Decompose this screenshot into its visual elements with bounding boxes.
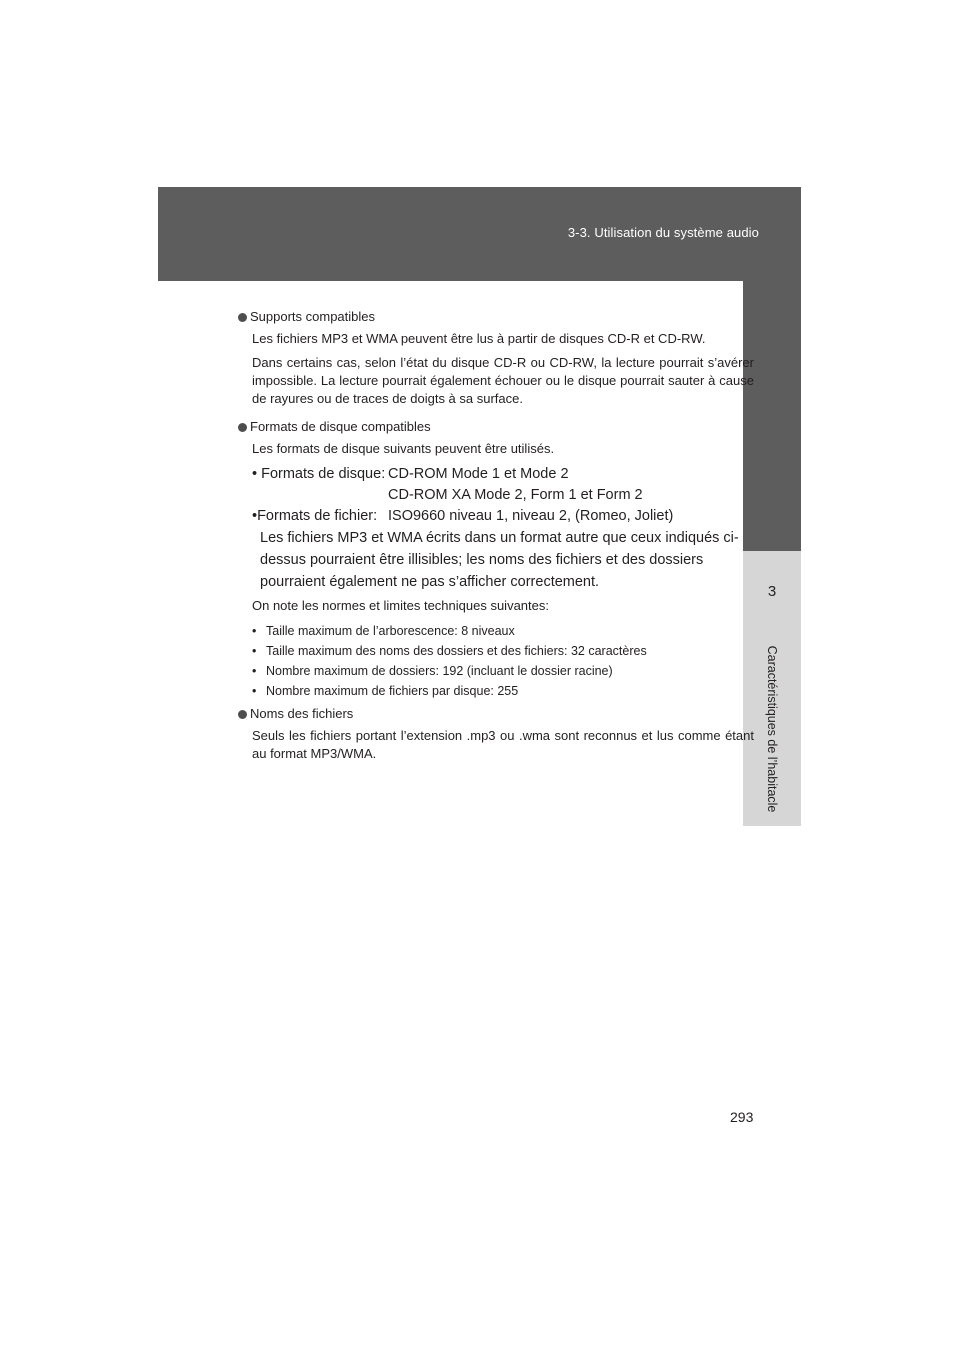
page-content bbox=[238, 308, 754, 769]
bullet-mark: • bbox=[252, 624, 257, 638]
bullet-mark: • bbox=[252, 644, 257, 658]
chapter-title: Caractéristiques de l’habitacle bbox=[765, 645, 779, 812]
format-note: Les fichiers MP3 et WMA écrits dans un format autre que ceux indiqués ci-dessus pourraient être illisibles; les noms des fichiers et des dossiers pourraient également ne pas s’afficher correctement. bbox=[260, 530, 739, 590]
page-number: 293 bbox=[730, 1109, 754, 1125]
heading-text: Formats de disque compatibles bbox=[250, 419, 431, 434]
spec-value-line: ISO9660 niveau 1, niveau 2, (Romeo, Joliet) bbox=[388, 508, 674, 524]
paragraph: Dans certains cas, selon l’état du disque CD-R ou CD-RW, la lecture pourrait s’avérer impossible. La lecture pourrait également échouer ou le disque pourrait sauter à cause de rayures ou de traces de doigts à sa surface. bbox=[252, 355, 754, 406]
heading-text: Noms des fichiers bbox=[250, 706, 354, 721]
list-item-text: Taille maximum des noms des dossiers et des fichiers: 32 caractères bbox=[266, 644, 647, 658]
paragraph: Seuls les fichiers portant l’extension .mp3 ou .wma sont reconnus et lus comme étant au format MP3/WMA. bbox=[252, 728, 754, 761]
spec-row-file bbox=[252, 506, 754, 527]
bullet-circle-icon bbox=[238, 423, 247, 432]
list-item-text: Taille maximum de l’arborescence: 8 niveaux bbox=[266, 624, 515, 638]
paragraph: Les formats de disque suivants peuvent être utilisés. bbox=[252, 441, 555, 456]
list-item bbox=[252, 681, 754, 701]
list-item bbox=[252, 641, 754, 661]
spec-value-line: CD-ROM XA Mode 2, Form 1 et Form 2 bbox=[388, 487, 643, 503]
spec-value bbox=[388, 464, 643, 506]
bullet-mark: • bbox=[252, 684, 257, 698]
paragraph: Les fichiers MP3 et WMA peuvent être lus à partir de disques CD-R et CD-RW. bbox=[252, 331, 706, 346]
heading-text: Supports compatibles bbox=[250, 309, 376, 324]
chapter-number: 3 bbox=[767, 582, 777, 600]
bullet-circle-icon bbox=[238, 313, 247, 322]
bullet-mark: • bbox=[252, 664, 257, 678]
limits-list bbox=[252, 621, 754, 701]
section-heading bbox=[238, 308, 754, 326]
section-heading bbox=[238, 418, 754, 436]
spec-row-disc bbox=[252, 464, 754, 506]
bullet-circle-icon bbox=[238, 710, 247, 719]
section-heading bbox=[238, 705, 754, 723]
section-title: 3-3. Utilisation du système audio bbox=[567, 225, 759, 240]
paragraph: On note les normes et limites techniques suivantes: bbox=[252, 598, 549, 613]
header-band bbox=[158, 187, 801, 281]
list-item bbox=[252, 661, 754, 681]
spec-value-line: CD-ROM Mode 1 et Mode 2 bbox=[388, 466, 569, 482]
list-item-text: Nombre maximum de dossiers: 192 (incluant le dossier racine) bbox=[266, 664, 613, 678]
spec-value bbox=[388, 506, 673, 527]
spec-label: • Formats de disque: bbox=[252, 466, 386, 482]
list-item-text: Nombre maximum de fichiers par disque: 255 bbox=[266, 684, 519, 698]
list-item bbox=[252, 621, 754, 641]
spec-label: •Formats de fichier: bbox=[252, 508, 378, 524]
spec-table bbox=[252, 464, 754, 527]
